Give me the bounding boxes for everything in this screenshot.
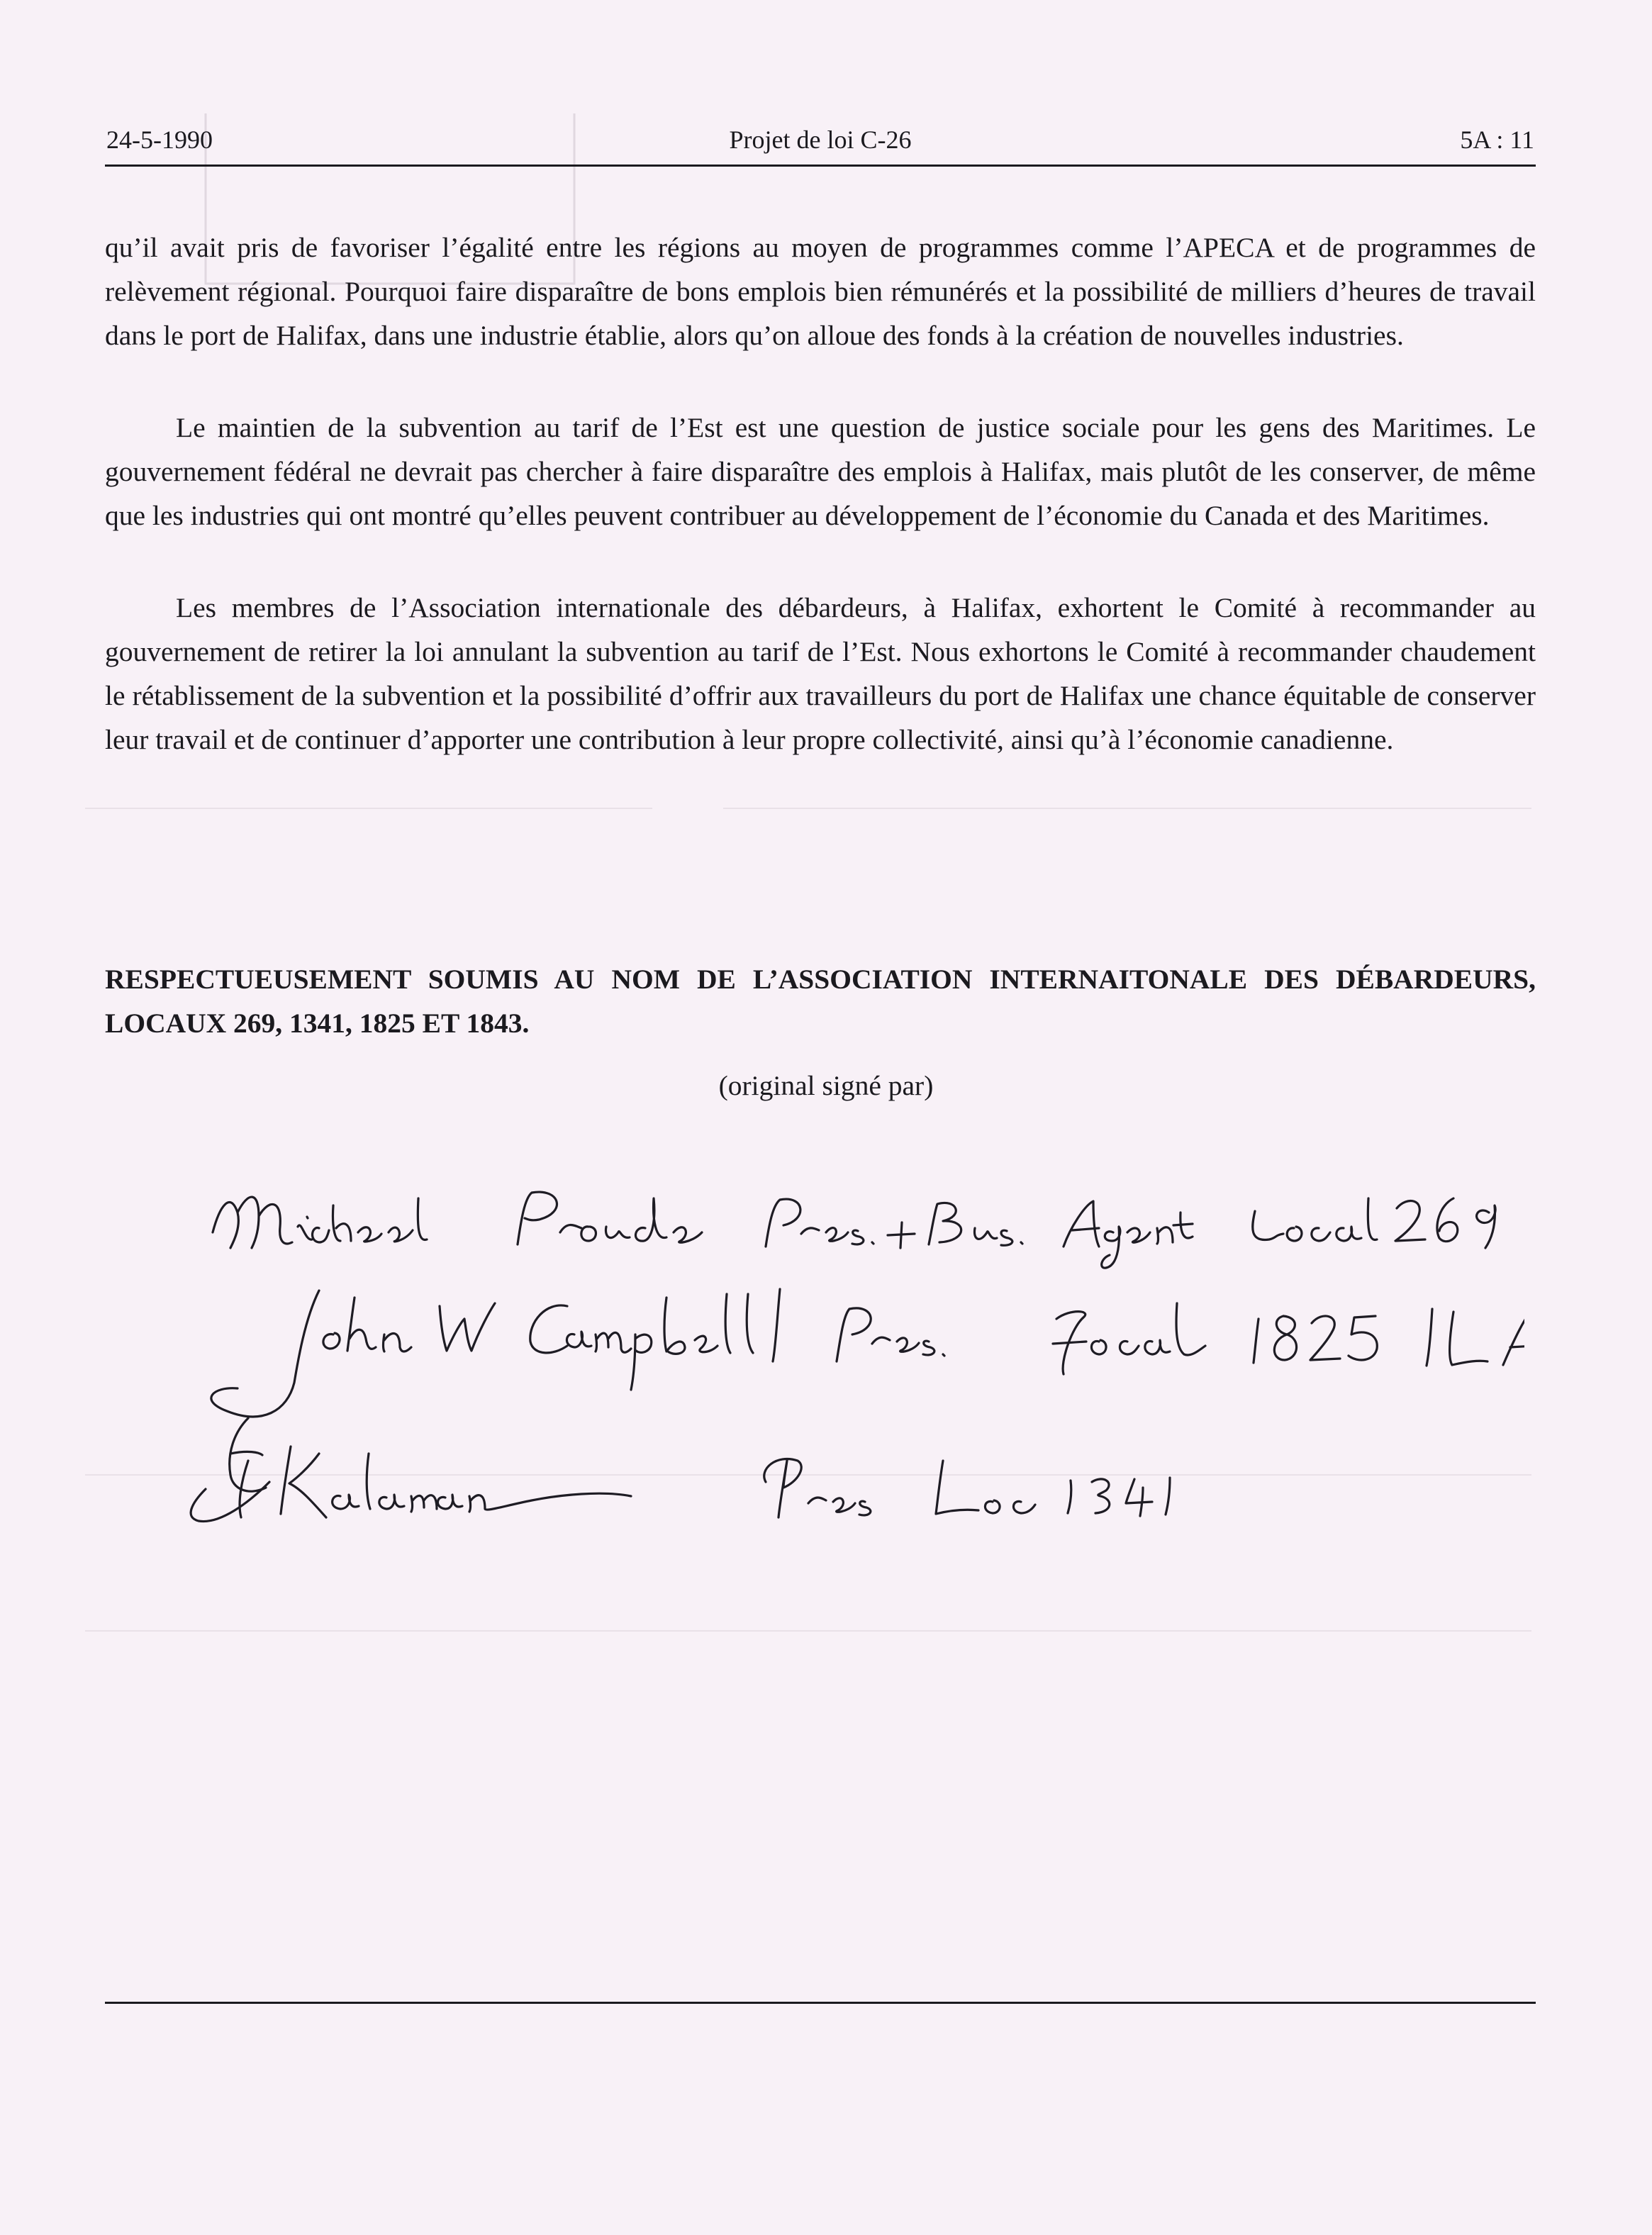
- paragraph-3: Les membres de l’Association internationale des débardeurs, à Halifax, exhortent le Comité à recommander au gouvernement de retirer la loi annulant la subvention au tarif de l’Est. Nous exhortons le Comité à recommander chaudement le rétablissement de la subvention et la possibilité d’offrir aux travailleurs du port de Halifax une chance équitable de conserver leur travail et de continuer d’apporter une contribution à leur propre collectivité, ainsi qu’à l’économie canadienne.: [105, 592, 1536, 755]
- footer-rule: [105, 2002, 1536, 2004]
- signature-block: [106, 1149, 1524, 1546]
- paragraph-1: qu’il avait pris de favoriser l’égalité entre les régions au moyen de programmes comme l’APECA et de programmes de relèvement régional. Pourquoi faire disparaître de bons emplois bien rémunérés et la possibilité de milliers d’heures de travail dans le port de Halifax, dans une industrie établie, alors qu’on alloue des fonds à la création de nouvelles industries.: [105, 232, 1536, 351]
- header-rule: [105, 165, 1536, 167]
- signature-kalman: [191, 1418, 1170, 1522]
- signature-michael-proude: [213, 1192, 1495, 1268]
- header-page-number: 5A : 11: [1460, 126, 1534, 154]
- header-date: 24-5-1990: [106, 126, 213, 154]
- page-header: [106, 125, 1534, 162]
- paragraph-2: Le maintien de la subvention au tarif de l’Est est une question de justice sociale pour les gens des Maritimes. Le gouvernement fédéral ne devrait pas chercher à faire disparaître des emplois à Halifax, mais plutôt de les conserver, de même que les industries qui ont montré qu’elles peuvent contribuer au développement de l’économie du Canada et des Maritimes.: [105, 412, 1536, 531]
- header-bill-title: Projet de loi C-26: [729, 126, 912, 154]
- signature-john-campbell: [211, 1289, 1524, 1417]
- submission-statement: RESPECTUEUSEMENT SOUMIS AU NOM DE L’ASSOCIATION INTERNAITONALE DES DÉBARDEURS, LOCAUX 269, 1341, 1825 ET 1843.: [105, 964, 1536, 1039]
- signed-note: (original signé par): [718, 1070, 934, 1101]
